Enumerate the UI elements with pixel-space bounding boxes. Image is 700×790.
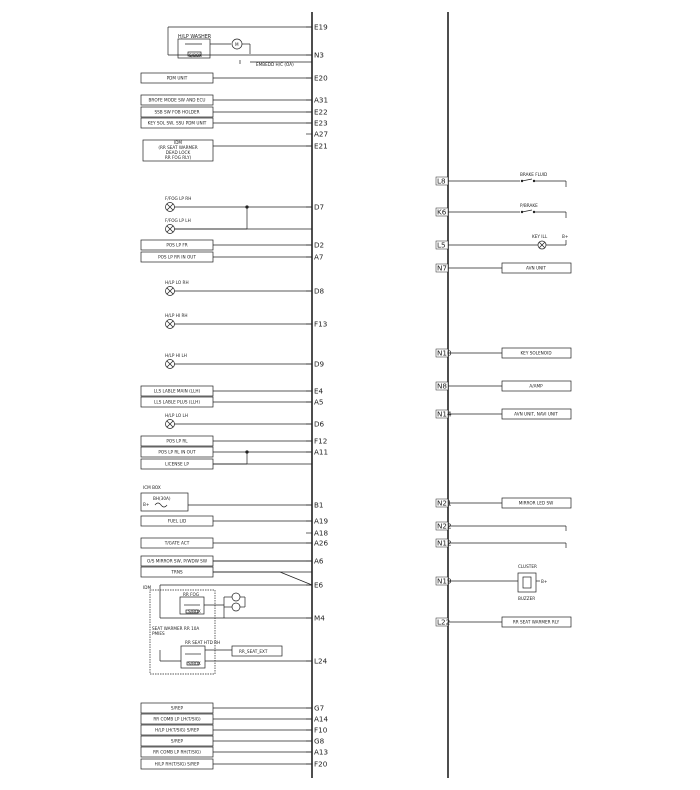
left-pin-label: E21 bbox=[314, 141, 328, 151]
component-box-label: LICENSE LP bbox=[165, 461, 189, 467]
left-pin-label: A14 bbox=[314, 714, 329, 724]
idm-box-line: (RR SEAT WARMER bbox=[158, 145, 198, 150]
left-pin-label: A7 bbox=[314, 252, 324, 262]
left-pin-label: D7 bbox=[314, 202, 325, 212]
component-box-label: POS LP RL bbox=[166, 438, 188, 444]
component-box-label: RR COMB LP RH(T/SIG) bbox=[153, 749, 201, 755]
washer-relay-label: S/BOX bbox=[189, 53, 202, 58]
component-box-label: PDM UNIT bbox=[166, 75, 188, 81]
component-box-label: T/GATE ACT bbox=[164, 540, 190, 546]
component-box bbox=[141, 567, 312, 577]
component-box bbox=[141, 397, 312, 407]
left-pin-label: E20 bbox=[314, 73, 328, 83]
right-pin-label: N12 bbox=[437, 538, 452, 548]
component-box bbox=[141, 747, 312, 757]
component-box bbox=[141, 538, 312, 548]
buzzer-box bbox=[518, 573, 536, 592]
left-pin-label: A27 bbox=[314, 129, 329, 139]
lamp-label: H/LP LO LH bbox=[165, 413, 189, 418]
left-pin-label: A6 bbox=[314, 556, 324, 566]
left-pin-label: A13 bbox=[314, 747, 329, 757]
component-box bbox=[141, 459, 312, 469]
left-pin-label: D8 bbox=[314, 286, 325, 296]
component-box-label: POS LP RR IN OUT bbox=[158, 254, 196, 260]
component-box-label: FUEL LID bbox=[167, 518, 187, 524]
icm-fuse-label: B+ bbox=[143, 502, 150, 507]
right-item-box bbox=[448, 617, 571, 627]
right-box-label: KEY SOLENOID bbox=[520, 350, 552, 356]
component-box bbox=[141, 252, 312, 262]
left-pin-label: E23 bbox=[314, 118, 328, 128]
component-box bbox=[141, 118, 312, 128]
seat-warmer-label: SEAT WARMER RR 10A bbox=[152, 626, 200, 631]
icm-box-label: ICM BOX bbox=[143, 485, 161, 490]
left-pin-label: E22 bbox=[314, 107, 328, 117]
left-pin-label: L24 bbox=[314, 656, 328, 666]
component-box-label: S/REP bbox=[170, 738, 184, 744]
component-box bbox=[141, 73, 312, 83]
component-box bbox=[141, 107, 312, 117]
left-pin-label: A31 bbox=[314, 95, 329, 105]
left-pin-label: E4 bbox=[314, 386, 324, 396]
right-pin-label: N22 bbox=[437, 521, 452, 531]
component-box-label: LLS LABLE PLUS (LLH) bbox=[154, 399, 200, 405]
buzzer-supply-label: B+ bbox=[541, 579, 548, 584]
left-pin-label: F10 bbox=[314, 725, 328, 735]
component-box bbox=[141, 447, 312, 457]
switch-label: BRAKE FLUID bbox=[520, 172, 548, 177]
component-box bbox=[141, 516, 312, 526]
right-box-label: MIRROR LED SW bbox=[518, 500, 554, 506]
rr-seat-relay-tag: S/BOX bbox=[188, 661, 201, 666]
key-ill-label: KEY ILL bbox=[532, 234, 548, 239]
left-pin-label: A19 bbox=[314, 516, 329, 526]
rr-fog-label: RR FOG bbox=[183, 592, 200, 597]
idm-box-line: RR FOG RLY) bbox=[164, 155, 192, 160]
component-box bbox=[141, 725, 312, 735]
left-pin-label: D9 bbox=[314, 359, 325, 369]
lamp-label: H/LP HI LH bbox=[165, 353, 187, 358]
lamp-icon bbox=[165, 313, 312, 329]
component-box bbox=[141, 703, 312, 713]
component-box-label: H/LP RH(T/SIG) S/REP bbox=[154, 761, 200, 767]
rr-fog-relay-tag: S/BOX bbox=[188, 609, 201, 614]
left-pin-label: F20 bbox=[314, 759, 328, 769]
lamp-label: H/LP HI RH bbox=[165, 313, 188, 318]
component-box-label: POS LP FR bbox=[166, 242, 188, 248]
right-item-box bbox=[448, 381, 571, 391]
left-pin-label: G7 bbox=[314, 703, 325, 713]
rr-seat-ext-label: RR_SEAT_EXT bbox=[239, 649, 268, 654]
buzzer-top-label: CLUSTER bbox=[518, 564, 537, 569]
component-box bbox=[141, 386, 312, 396]
left-pin-label: E6 bbox=[314, 580, 324, 590]
component-box bbox=[141, 95, 312, 105]
left-pin-label: D6 bbox=[314, 419, 325, 429]
right-pin-label: N14 bbox=[437, 409, 452, 419]
component-box-label: H/LP LH(T/SIG) S/REP bbox=[154, 727, 200, 733]
component-box-label: LLS LABLE MAIN (LLH) bbox=[153, 388, 201, 394]
lamp-icon bbox=[165, 218, 312, 234]
component-box-label: BROFE MODE SW AND ECU bbox=[148, 97, 206, 103]
lamp-icon bbox=[165, 196, 312, 212]
seat-warmer-label: PMIES bbox=[152, 631, 165, 636]
idm-box-line: IDM bbox=[173, 140, 183, 145]
right-box-label: A/AMP bbox=[529, 383, 543, 389]
left-pin-label: N3 bbox=[314, 50, 324, 60]
right-item-lamp bbox=[448, 234, 569, 249]
right-item-ground bbox=[448, 543, 566, 548]
lamp-label: F/FOG LP LH bbox=[165, 218, 191, 223]
washer-motor-label: M bbox=[235, 42, 239, 47]
right-item-box bbox=[448, 409, 571, 419]
right-pin-label: L5 bbox=[437, 240, 446, 250]
key-ill-supply: B+ bbox=[562, 234, 569, 239]
component-box-label: KEY SOL SW, SSU PDM UNIT bbox=[147, 120, 207, 126]
right-pin-label: N7 bbox=[437, 263, 447, 273]
component-box bbox=[141, 736, 312, 746]
lamp-icon bbox=[165, 353, 312, 369]
rr-fog-lamp-icon bbox=[232, 593, 240, 601]
right-box-label: AVN UNIT bbox=[526, 265, 546, 271]
component-box-label: POS LP RL IN OUT bbox=[158, 449, 196, 455]
left-pin-label: A5 bbox=[314, 397, 324, 407]
component-box-label: SSB SW FOB HOLDER bbox=[154, 109, 200, 115]
left-pin-label: D2 bbox=[314, 240, 325, 250]
component-box bbox=[141, 556, 312, 566]
component-box bbox=[141, 714, 312, 724]
component-box bbox=[141, 436, 312, 446]
right-item-box bbox=[448, 263, 571, 273]
washer-circuit bbox=[168, 27, 312, 64]
right-item-switch bbox=[448, 203, 566, 218]
lamp-icon bbox=[165, 280, 312, 296]
right-box-label: AVN UNIT, NAVI UNIT bbox=[514, 411, 558, 417]
right-item-box bbox=[448, 348, 571, 358]
component-box-label: S/REP bbox=[170, 705, 184, 711]
icm-fuse-label: BH(30A) bbox=[153, 496, 171, 501]
left-pin-label: A26 bbox=[314, 538, 329, 548]
right-pin-label: L8 bbox=[437, 176, 446, 186]
right-pin-label: N8 bbox=[437, 381, 447, 391]
left-pin-label: A18 bbox=[314, 528, 329, 538]
lamp-icon bbox=[165, 413, 312, 429]
left-pin-label: E19 bbox=[314, 22, 328, 32]
component-box-label: RR COMB LP LH(T/SIG) bbox=[153, 716, 201, 722]
component-box-label: O/S MIRROR SW, P/WDW SW bbox=[147, 558, 207, 564]
left-pin-label: B1 bbox=[314, 500, 324, 510]
lamp-label: H/LP LO RH bbox=[165, 280, 189, 285]
buzzer-bottom-label: BUZZER bbox=[518, 596, 536, 601]
right-pin-label: K6 bbox=[437, 207, 447, 217]
washer-label: H/LP WASHER bbox=[178, 35, 212, 40]
component-box bbox=[141, 759, 312, 769]
left-pin-label: G8 bbox=[314, 736, 325, 746]
rr-fog-lamp-icon-2 bbox=[232, 603, 240, 611]
left-pin-label: M4 bbox=[314, 613, 325, 623]
idm-box-line: DEAD LOCK bbox=[165, 150, 191, 155]
component-box-label: TRNS bbox=[171, 569, 183, 575]
left-pin-label: F13 bbox=[314, 319, 328, 329]
right-pin-label: L22 bbox=[437, 617, 451, 627]
switch-label: P/BRAKE bbox=[520, 203, 538, 208]
rr-seat-relay-label: RR SEAT HTD RH bbox=[185, 640, 221, 645]
right-pin-label: N21 bbox=[437, 498, 452, 508]
washer-note: EMBEDD H/C (OA) bbox=[256, 62, 294, 67]
right-item-ground bbox=[448, 526, 566, 531]
right-pin-label: N10 bbox=[437, 348, 452, 358]
idm-label: IDM bbox=[143, 585, 152, 590]
left-pin-label: F12 bbox=[314, 436, 328, 446]
lamp-label: F/FOG LP RH bbox=[165, 196, 192, 201]
right-pin-label: N19 bbox=[437, 576, 452, 586]
component-box bbox=[141, 240, 312, 250]
right-box-label: RR SEAT WARMER RLY bbox=[512, 619, 560, 625]
right-item-box bbox=[448, 498, 571, 508]
right-item-switch bbox=[448, 172, 566, 187]
left-pin-label: A11 bbox=[314, 447, 329, 457]
